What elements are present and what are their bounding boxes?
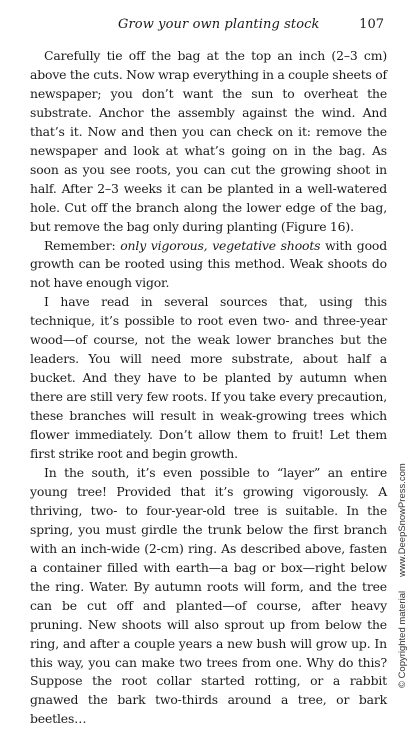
remember-lead: Remember: <box>44 237 121 253</box>
page-number: 107 <box>359 17 384 32</box>
running-head <box>30 17 386 37</box>
running-title: Grow your own planting stock <box>118 17 320 32</box>
website-text: www.DeepSnowPress.com <box>396 463 407 577</box>
remember-emphasis: only vigorous, vegetative shoots <box>120 237 321 253</box>
paragraph-bag-instructions: Carefully tie off the bag at the top an inch (2–3 cm) above the cuts. Now wrap everything in a couple sheets of newspaper; you don’t want the sun to overheat the substrate. Anchor the assembly against the wind. And that’s it. Now and then you can check on it: remove the newspaper and look at what’s going on in the bag. As soon as you see roots, you can cut the growing shoot in half. After 2–3 weeks it can be planted in a well-watered hole. Cut off the branch along the lower edge of the bag, but remove the bag only during planting (Figure 16). <box>30 48 387 234</box>
paragraph-layer-tree: In the south, it’s even possible to “layer” an entire young tree! Provided that it’s growing vigorously. A thriving, two- to four-year-old tree is suitable. In the spring, you must girdle the trunk below the first branch with an inch-wide (2-cm) ring. As described above, fasten a container filled with earth—a bag or box—right below the ring. Water. By autumn roots will form, and the tree can be cut off and planted—of course, after heavy pruning. New shoots will also sprout up from below the ring, and after a couple years a new bush will grow up. In this way, you can make two trees from one. Why do this? Suppose the root collar started rotting, or a rabbit gnawed the bark two-thirds around a tree, or bark beetles… <box>30 464 387 727</box>
copyright-notice <box>396 463 407 688</box>
paragraph-older-wood: I have read in several sources that, using this technique, it’s possible to root even two- and three-year wood—of course, not the weak lower branches but the leaders. You will need more substrate, about half a bucket. And they have to be planted by autumn when there are still very few roots. If you take every precaution, these branches will result in weak-growing trees which flower immediately. Don’t allow them to fruit! Let them first strike root and begin growth. <box>30 294 387 462</box>
copyright-text: © Copyrighted material <box>396 590 407 688</box>
body-text <box>30 47 387 729</box>
paragraph-remember <box>30 237 387 294</box>
remember-rest: with good growth can be rooted using this method. Weak shoots do not have enough vigor. <box>30 237 387 291</box>
